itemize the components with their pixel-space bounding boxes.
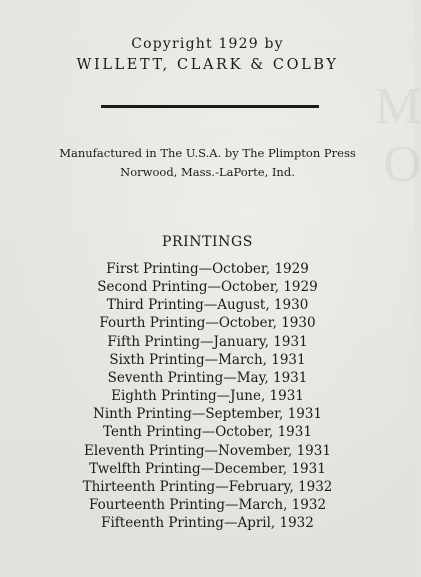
printing-entry: Ninth Printing—September, 1931 xyxy=(93,406,322,423)
printing-entry: Fifth Printing—January, 1931 xyxy=(107,333,308,350)
printing-entry: Third Printing—August, 1930 xyxy=(106,297,309,314)
manufactured-line: Manufactured in The U.S.A. by The Plimpton Press xyxy=(59,146,356,160)
printing-entry: First Printing—October, 1929 xyxy=(106,261,309,277)
copyright-line: Copyright 1929 by xyxy=(131,36,284,52)
printings-list xyxy=(0,260,415,532)
printing-entry: Seventh Printing—May, 1931 xyxy=(107,369,308,386)
show-through-text: M O xyxy=(374,78,421,193)
printing-entry: Eleventh Printing—November, 1931 xyxy=(84,442,331,459)
printing-entry: Second Printing—October, 1929 xyxy=(97,279,318,296)
printings-heading: PRINTINGS xyxy=(161,234,254,250)
printing-entry: Fourth Printing—October, 1930 xyxy=(99,315,316,332)
location-line: Norwood, Mass.-LaPorte, Ind. xyxy=(120,165,295,179)
printing-entry: Sixth Printing—March, 1931 xyxy=(109,351,306,368)
divider-rule xyxy=(101,105,319,108)
printing-entry: Thirteenth Printing—February, 1932 xyxy=(82,478,333,495)
printing-entry: Tenth Printing—October, 1931 xyxy=(103,424,312,441)
printing-entry: Fourteenth Printing—March, 1932 xyxy=(88,497,327,514)
printing-entry: Fifteenth Printing—April, 1932 xyxy=(101,515,314,532)
printing-entry: Eighth Printing—June, 1931 xyxy=(111,388,304,405)
publisher-name: WILLETT, CLARK & COLBY xyxy=(76,57,339,73)
printing-entry: Twelfth Printing—December, 1931 xyxy=(89,460,326,477)
